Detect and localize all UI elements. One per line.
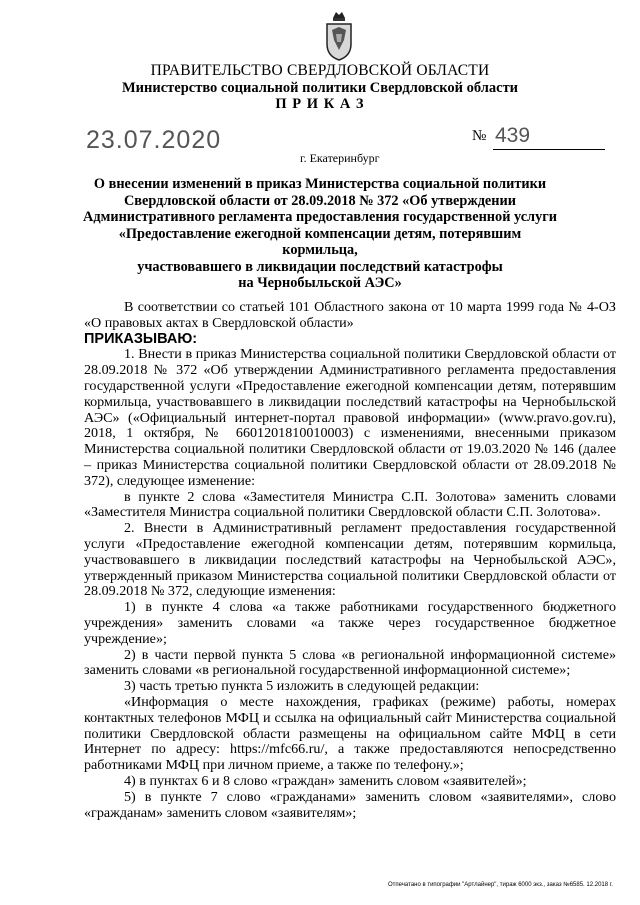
order-body [84, 300, 616, 821]
title-line: «Предоставление ежегодной компенсации детям, потерявшим кормильца, [118, 225, 522, 258]
paragraph-1a: в пункте 2 слова «Заместителя Министра С.П. Золотова» заменить словами «Заместителя Министра социальной политики Свердловской области С.П. Золотова». [84, 488, 616, 521]
subitem-3-quote: «Информация о месте нахождения, графиках (режиме) работы, номерах контактных телефонов МФЦ и ссылка на официальный сайт Министерства социальной политики Свердловской области размещены на официальном сайте МФЦ в сети Интернет по адресу: https://mfc66.ru/, а также предоставляются непосредственно работниками МФЦ при личном приеме, а также по телефону.»; [84, 693, 616, 774]
subitem-2: 2) в части первой пункта 5 слова «в региональной информационной системе» заменить словами «в региональной государственной информационной системе»; [84, 646, 616, 679]
subitem-4: 4) в пунктах 6 и 8 слово «граждан» заменить словом «заявителей»; [124, 772, 527, 789]
title-line: на Чернобыльской АЭС» [238, 275, 402, 291]
order-heading: П Р И К А З [275, 96, 365, 112]
order-date: 23.07.2020 [86, 126, 222, 154]
title-line: Свердловской области от 28.09.2018 № 372 «Об утверждении [123, 192, 516, 209]
order-title [80, 176, 560, 292]
preamble: В соответствии со статьей 101 Областного закона от 10 марта 1999 года № 4-ОЗ «О правовых актах в Свердловской области» [84, 299, 616, 331]
title-line: О внесении изменений в приказ Министерства социальной политики [93, 176, 547, 192]
coat-of-arms-icon [323, 10, 355, 62]
subitem-3: 3) часть третью пункта 5 изложить в следующей редакции: [124, 678, 480, 695]
order-number: 439 [493, 125, 605, 150]
title-line: участвовавшего в ликвидации последствий катастрофы [137, 258, 503, 275]
city: г. Екатеринбург [300, 151, 380, 165]
government-heading: ПРАВИТЕЛЬСТВО СВЕРДЛОВСКОЙ ОБЛАСТИ [150, 62, 490, 79]
title-line: Административного регламента предоставления государственной услуги [83, 209, 557, 225]
paragraph-1: 1. Внести в приказ Министерства социальной политики Свердловской области от 28.09.2018 № 372 «Об утверждении Административного регламента предоставления государственной услуги «Предоставление ежегодной компенсации детям, потерявшим кормильца, участвовавшего в ликвидации последствий катастрофы на Чернобыльской АЭС» («Официальный интернет-портал правовой информации» (www.pravo.gov.ru), 2018, 1 октября, № 6601201810010003) с изменениями, внесенными приказом Министерства социальной политики Свердловской области от 19.03.2020 № 146 (далее – приказ Министерства социальной политики Свердловской области от 28.09.2018 № 372), следующее изменение: [84, 346, 616, 489]
subitem-5: 5) в пункте 7 слово «гражданами» заменить словом «заявителями», слово «гражданам» заменить словом «заявителям»; [84, 788, 616, 821]
print-footer: Отпечатано в типографии "Артлайнер", тираж 6000 экз., заказ №6585. 12.2018 г. [388, 882, 613, 888]
prikazyvayu: ПРИКАЗЫВАЮ: [84, 330, 198, 347]
subitem-1: 1) в пункте 4 слова «а также работниками государственного бюджетного учреждения» заменить словами «а также через государственное бюджетное учреждение»; [84, 599, 616, 647]
number-label: № [472, 128, 487, 144]
ministry-heading: Министерство социальной политики Свердловской области [121, 80, 519, 96]
paragraph-2: 2. Внести в Административный регламент предоставления государственной услуги «Предоставление ежегодной компенсации детям, потерявшим кормильца, участвовавшего в ликвидации последствий катастрофы на Чернобыльской АЭС», утвержденный приказом Министерства социальной политики Свердловской области от 28.09.2018 № 372, следующие изменения: [84, 520, 616, 600]
